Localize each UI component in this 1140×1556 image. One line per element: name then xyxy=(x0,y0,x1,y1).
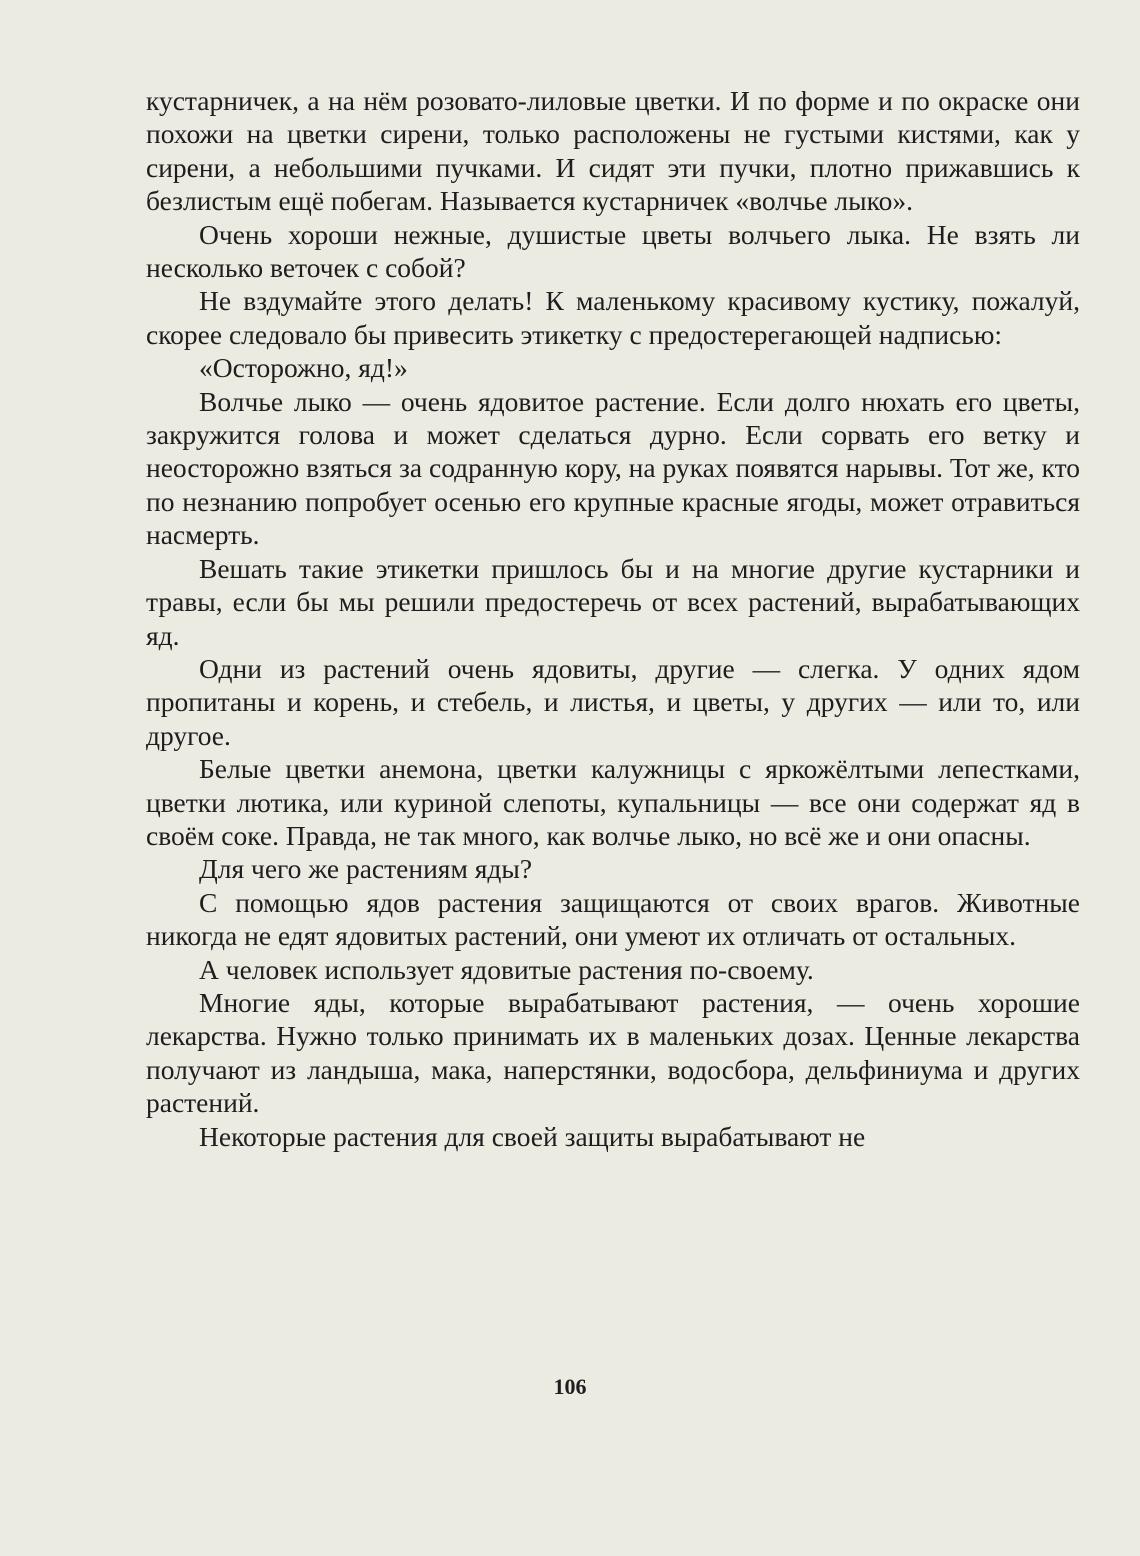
paragraph: кустарничек, а на нём розовато-лиловые цветки. И по форме и по окраске они похожи на цветки сирени, только расположены не густыми кистями, как у сирени, а небольшими пучками. И сидят эти пучки, плотно прижавшись к безлистым ещё побегам. Называется кустарничек «волчье лыко». xyxy=(146,85,1080,217)
body-text xyxy=(146,84,1080,1153)
paragraph: Очень хороши нежные, душистые цветы волчьего лыка. Не взять ли несколько веточек с собой? xyxy=(146,218,1080,284)
paragraph: Для чего же растениям яды? xyxy=(199,853,533,885)
paragraph: С помощью ядов растения защищаются от своих врагов. Животные никогда не едят ядовитых растений, они умеют их отличать от остальных. xyxy=(146,886,1080,952)
paragraph: А человек использует ядовитые растения по-своему. xyxy=(199,953,814,985)
paragraph: «Осторожно, яд!» xyxy=(199,352,408,384)
paragraph: Белые цветки анемона, цветки калужницы с яркожёлтыми лепестками, цветки лютика, или куриной слепоты, купальницы — все они содержат яд в своём соке. Правда, не так много, как волчье лыко, но всё же и они опасны. xyxy=(146,753,1080,851)
page-number: 106 xyxy=(553,1374,587,1399)
paragraph: Многие яды, которые вырабатывают растения, — очень хорошие лекарства. Нужно только принимать их в маленьких дозах. Ценные лекарства получают из ландыша, мака, наперстянки, водосбора, дельфиниума и других растений. xyxy=(146,986,1080,1119)
paragraph: Волчье лыко — очень ядовитое растение. Если долго нюхать его цветы, закружится голова и может сделаться дурно. Если сорвать его ветку и неосторожно взяться за содранную кору, на руках появятся нарывы. Тот же, кто по незнанию попробует осенью его крупные красные ягоды, может отравиться насмерть. xyxy=(146,385,1080,551)
paragraph: Не вздумайте этого делать! К маленькому красивому кустику, пожалуй, скорее следовало бы привесить этикетку с предостерегающей надписью: xyxy=(146,285,1080,350)
paragraph: Одни из растений очень ядовиты, другие — слегка. У одних ядом пропитаны и корень, и стебель, и листья, и цветы, у других — или то, или другое. xyxy=(146,652,1080,751)
paragraph: Вешать такие этикетки пришлось бы и на многие другие кустарники и травы, если бы мы решили предостеречь от всех растений, вырабатывающих яд. xyxy=(146,552,1080,651)
paragraph: Некоторые растения для своей защиты вырабатывают не xyxy=(199,1120,866,1152)
